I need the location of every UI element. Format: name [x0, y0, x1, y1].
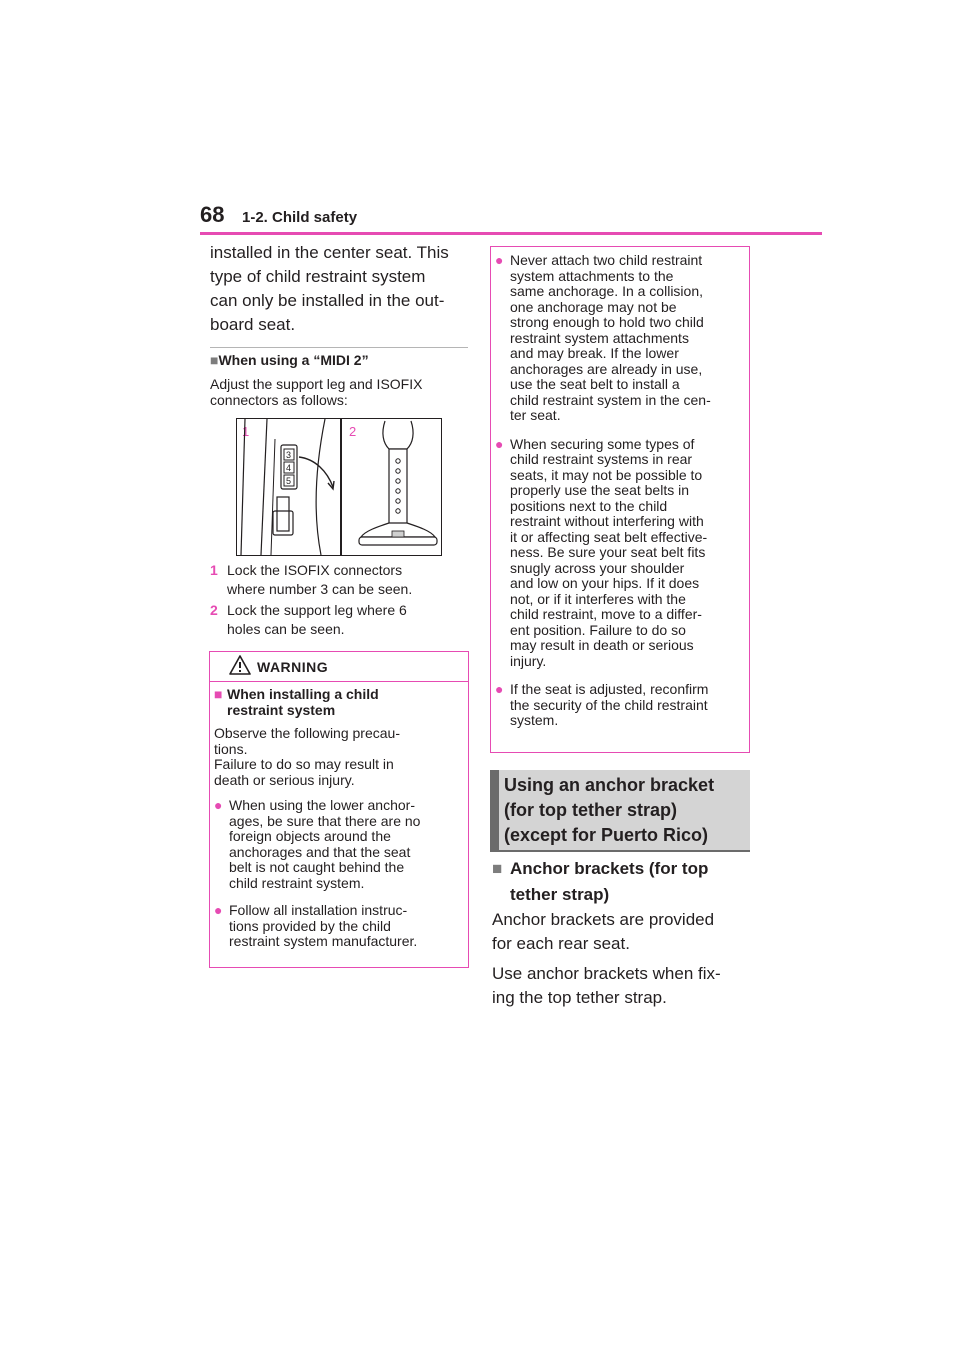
figure-num-4: 4	[286, 463, 292, 473]
section-heading	[490, 770, 750, 852]
bullet-line: ter seat.	[510, 407, 561, 423]
bullet-line: same anchorage. In a collision,	[510, 283, 703, 299]
header-rule	[200, 232, 822, 235]
figure-num-5: 5	[286, 476, 292, 486]
bullet-line: restraint system manufacturer.	[229, 933, 418, 949]
paragraph-line: Use anchor brackets when fix-	[492, 964, 721, 983]
warning-header	[210, 652, 468, 682]
midi-subheading-text: When using a “MIDI 2”	[218, 352, 369, 368]
bullet-line: injury.	[510, 652, 547, 669]
bullet-line: If the seat is adjusted, reconfirm	[510, 681, 709, 697]
paragraph-line: for each rear seat.	[492, 934, 630, 953]
caution-bullet	[495, 682, 747, 729]
bullet-line: tions provided by the child	[229, 917, 391, 934]
section-heading-bar	[490, 770, 499, 852]
step-list	[210, 563, 468, 637]
divider	[210, 347, 468, 348]
bullet-line: may result in death or serious	[510, 637, 694, 653]
section-heading-text	[504, 773, 714, 848]
bullet-line: snugly across your shoulder	[510, 559, 685, 576]
bullet-line: When securing some types of	[510, 435, 695, 452]
bullet-line: restraint system attachments	[510, 329, 689, 346]
bullet-line: ages, be sure that there are no	[229, 812, 421, 829]
step-line: Lock the support leg where 6	[227, 602, 407, 618]
section-heading-underline	[490, 850, 750, 852]
warning-subheading-line: restraint system	[227, 701, 336, 718]
warning-line: Observe the following precau-	[214, 725, 400, 741]
step-number: 1	[210, 562, 218, 578]
anchor-subheading	[492, 857, 750, 907]
intro-paragraph	[210, 241, 468, 337]
bullet-line: belt is not caught behind the	[229, 859, 405, 875]
bullet-line: it or affecting seat belt effective-	[510, 528, 708, 545]
bullet-line: child restraint systems in rear	[510, 451, 693, 467]
square-marker-icon: ■	[214, 686, 223, 702]
bullet-line: use the seat belt to install a	[510, 376, 680, 392]
bullet-line: system.	[510, 712, 559, 728]
bullet-icon: ●	[495, 681, 504, 697]
anchor-paragraph-1	[492, 908, 750, 956]
section-title: 1-2. Child safety	[242, 209, 358, 226]
bullet-line: and may break. If the lower	[510, 345, 679, 361]
section-heading-line: Using an anchor bracket	[504, 775, 715, 795]
bullet-icon: ●	[214, 797, 223, 813]
page-number: 68	[200, 202, 225, 227]
step-item	[210, 603, 468, 637]
bullet-line: Never attach two child restraint	[510, 252, 703, 268]
warning-box	[209, 651, 469, 968]
bullet-line: Follow all installation instruc-	[229, 902, 408, 918]
midi-subheading	[210, 353, 468, 369]
step-number: 2	[210, 602, 218, 618]
warning-line: tions.	[214, 740, 248, 757]
step-line: where number 3 can be seen.	[227, 580, 413, 597]
bullet-line: child restraint system in the cen-	[510, 391, 711, 408]
warning-text	[214, 726, 464, 788]
desc-line: connectors as follows:	[210, 391, 348, 408]
isofix-support-leg-illustration	[237, 419, 441, 555]
step-line: Lock the ISOFIX connectors	[227, 562, 403, 578]
bullet-line: not, or if it interferes with the	[510, 590, 686, 607]
bullet-icon: ●	[214, 902, 223, 918]
bullet-line: ent position. Failure to do so	[510, 621, 686, 638]
section-heading-line: (for top tether strap)	[504, 800, 677, 820]
midi2-illustration	[236, 418, 442, 556]
intro-line: type of child restraint system	[210, 267, 426, 286]
bullet-line: child restraint system.	[229, 874, 365, 891]
caution-bullet	[495, 437, 747, 670]
step-item	[210, 563, 468, 597]
intro-line: installed in the center seat. This	[210, 243, 449, 262]
bullet-line: When using the lower anchor-	[229, 797, 415, 813]
bullet-line: restraint without interfering with	[510, 513, 704, 529]
warning-bullet	[214, 903, 464, 950]
bullet-line: anchorages and that the seat	[229, 843, 411, 860]
bullet-line: seats, it may not be possible to	[510, 466, 703, 483]
warning-subheading-line: When installing a child	[227, 686, 379, 702]
bullet-line: child restraint, move to a differ-	[510, 606, 702, 622]
warning-line: death or serious injury.	[214, 771, 355, 788]
paragraph-line: ing the top tether strap.	[492, 988, 667, 1007]
bullet-icon: ●	[495, 435, 504, 452]
warning-bullet	[214, 798, 464, 891]
anchor-subheading-line: Anchor brackets (for top	[510, 859, 709, 878]
bullet-line: positions next to the child	[510, 497, 668, 514]
caution-bullet	[495, 253, 747, 424]
section-heading-line: (except for Puerto Rico)	[504, 825, 709, 845]
square-marker-icon: ■	[492, 859, 503, 878]
warning-triangle-icon	[229, 655, 251, 675]
bullet-line: properly use the seat belts in	[510, 482, 689, 498]
intro-line: board seat.	[210, 315, 296, 334]
bullet-line: system attachments to the	[510, 267, 674, 284]
desc-line: Adjust the support leg and ISOFIX	[210, 376, 423, 392]
figure-num-3: 3	[286, 450, 292, 460]
intro-line: can only be installed in the out-	[210, 291, 445, 310]
bullet-line: the security of the child restraint	[510, 696, 708, 713]
figure-label-2: 2	[349, 424, 357, 439]
warning-title: WARNING	[257, 659, 329, 675]
bullet-line: anchorages are already in use,	[510, 360, 703, 377]
warning-line: Failure to do so may result in	[214, 756, 394, 772]
bullet-line: one anchorage may not be	[510, 298, 677, 315]
warning-subheading	[214, 687, 464, 718]
warning-body	[214, 687, 464, 950]
paragraph-line: Anchor brackets are provided	[492, 910, 715, 929]
step-line: holes can be seen.	[227, 620, 345, 637]
bullet-line: and low on your hips. If it does	[510, 575, 700, 591]
anchor-paragraph-2	[492, 962, 750, 1010]
bullet-line: foreign objects around the	[229, 828, 391, 844]
caution-bullets-box	[490, 246, 750, 753]
figure-label-1: 1	[242, 424, 250, 439]
bullet-icon: ●	[495, 252, 504, 268]
anchor-subheading-line: tether strap)	[510, 885, 610, 904]
caution-bullets	[495, 253, 747, 729]
bullet-line: strong enough to hold two child	[510, 314, 704, 330]
midi-description	[210, 377, 468, 408]
bullet-line: ness. Be sure your seat belt fits	[510, 544, 706, 560]
square-marker-icon: ■	[210, 352, 219, 368]
